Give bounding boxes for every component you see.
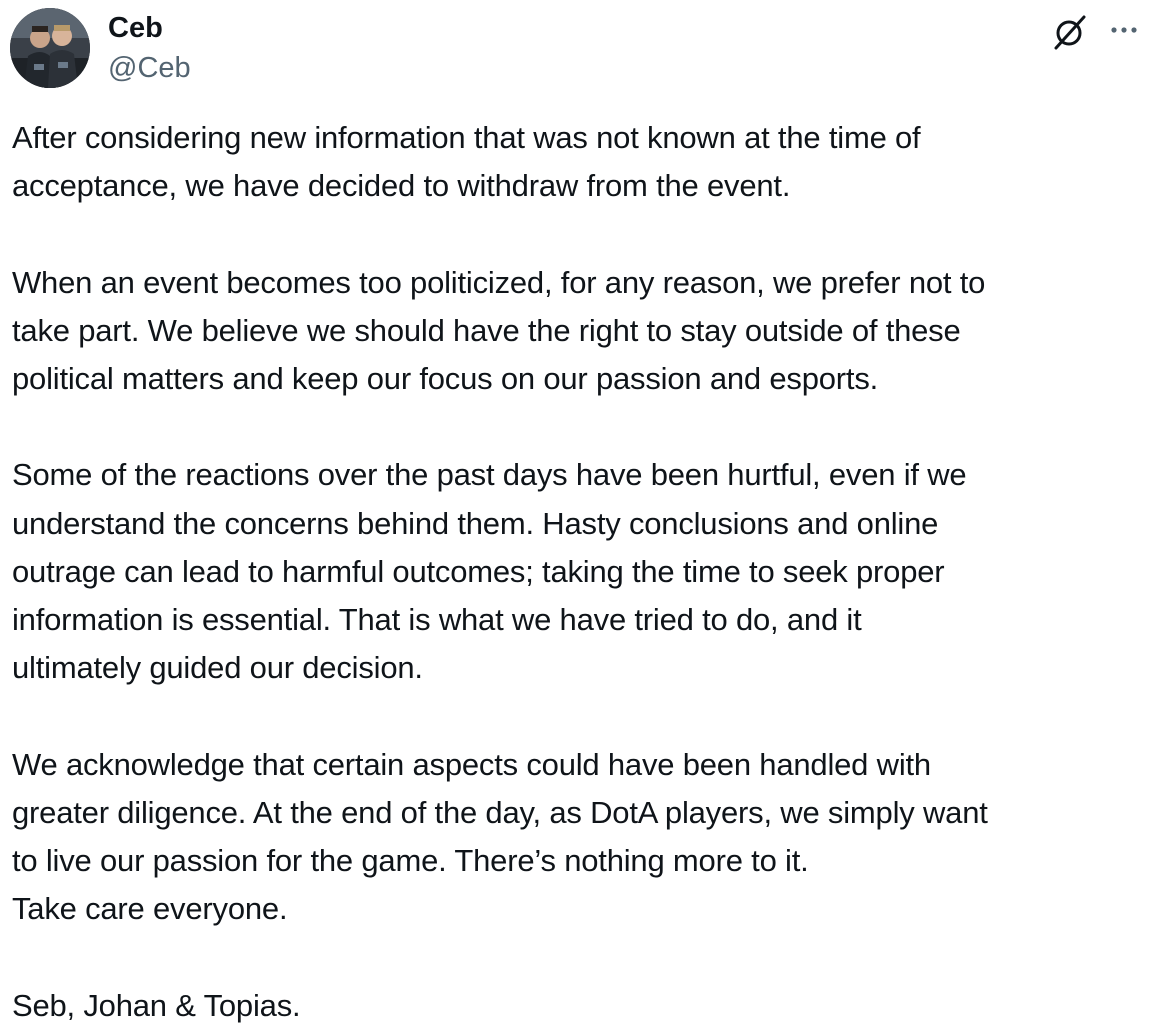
post-paragraph [12,114,1152,210]
author-handle[interactable]: @Ceb [108,52,191,84]
post-text [12,114,1152,1030]
post-line: Take care everyone. [12,891,288,927]
post-line: When an event becomes too politicized, for any reason, we prefer not to [12,264,986,300]
post-paragraph [12,451,1152,692]
post-line: Seb, Johan & Topias. [12,987,301,1023]
post-line: take part. We believe we should have the right to stay outside of these [12,312,961,348]
grok-icon[interactable] [1050,12,1090,52]
post-line: acceptance, we have decided to withdraw from the event. [12,168,791,204]
post-line: Some of the reactions over the past days have been hurtful, even if we [12,457,967,493]
post-line: greater diligence. At the end of the day, as DotA players, we simply want [12,794,988,830]
avatar[interactable] [10,8,90,88]
post-paragraph [12,259,1152,404]
post-line: information is essential. That is what we have tried to do, and it [12,602,862,637]
post-line: ultimately guided our decision. [12,650,423,686]
post-line: After considering new information that was not known at the time of [12,120,921,155]
post-line: to live our passion for the game. There’s nothing more to it. [12,843,809,878]
author-name[interactable]: Ceb [108,12,163,44]
post-line: understand the concerns behind them. Hasty conclusions and online [12,505,939,541]
more-options-icon[interactable] [1104,16,1144,44]
post-paragraph [12,741,1152,934]
post-line: outrage can lead to harmful outcomes; taking the time to seek proper [12,553,945,589]
post-line: political matters and keep our focus on our passion and esports. [12,361,879,396]
post-signature [12,982,1152,1030]
post-header [0,0,1158,100]
post-line: We acknowledge that certain aspects could have been handled with [12,746,931,782]
